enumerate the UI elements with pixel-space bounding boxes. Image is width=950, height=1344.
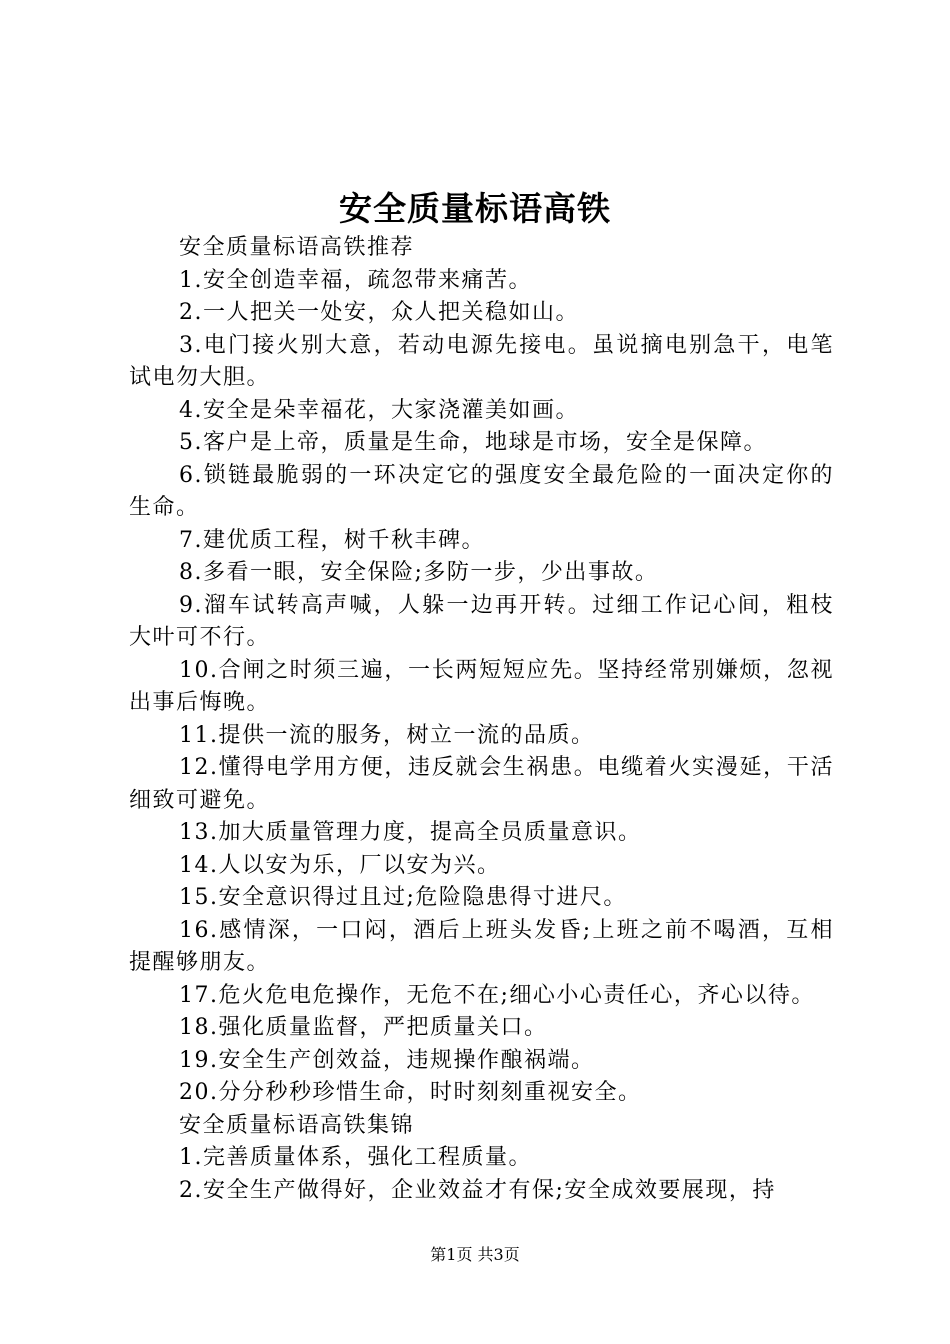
paragraph: 2.安全生产做得好，企业效益才有保;安全成效要展现，持 — [179, 1177, 776, 1203]
paragraph: 17.危火危电危操作，无危不在;细心小心责任心，齐心以待。 — [179, 982, 815, 1008]
paragraph: 1.完善质量体系，强化工程质量。 — [179, 1145, 532, 1170]
paragraph: 9.溜车试转高声喊，人躲一边再开转。过细工作记心间，粗枝大叶可不行。 — [129, 592, 834, 650]
document-title: 安全质量标语高铁 — [339, 189, 611, 228]
paragraph: 3.电门接火别大意，若动电源先接电。虽说摘电别急干，电笔试电勿大胆。 — [129, 332, 834, 390]
paragraph: 6.锁链最脆弱的一环决定它的强度安全最危险的一面决定你的生命。 — [129, 462, 834, 520]
paragraph: 7.建优质工程，树千秋丰碑。 — [179, 527, 485, 553]
paragraph: 5.客户是上帝，质量是生命，地球是市场，安全是保障。 — [179, 430, 767, 455]
paragraph: 15.安全意识得过且过;危险隐患得寸进尺。 — [179, 885, 627, 910]
paragraph: 11.提供一流的服务，树立一流的品质。 — [179, 722, 595, 748]
paragraph: 18.强化质量监督，严把质量关口。 — [179, 1015, 548, 1040]
paragraph: 安全质量标语高铁集锦 — [179, 1112, 415, 1138]
paragraph: 10.合闸之时须三遍，一长两短短应先。坚持经常别嫌烦，忽视出事后悔晚。 — [129, 657, 834, 715]
paragraph: 13.加大质量管理力度，提高全员质量意识。 — [179, 820, 642, 845]
paragraph: 安全质量标语高铁推荐 — [179, 235, 415, 260]
paragraph: 8.多看一眼，安全保险;多防一步，少出事故。 — [179, 560, 659, 585]
paragraph: 4.安全是朵幸福花，大家浇灌美如画。 — [179, 397, 579, 423]
paragraph: 14.人以安为乐，厂以安为兴。 — [179, 852, 501, 878]
paragraph: 1.安全创造幸福，疏忽带来痛苦。 — [179, 267, 532, 293]
paragraph: 2.一人把关一处安，众人把关稳如山。 — [179, 300, 579, 325]
page-number-footer: 第1页 共3页 — [430, 1245, 520, 1264]
document-body — [129, 232, 834, 1207]
paragraph: 16.感情深，一口闷，酒后上班头发昏;上班之前不喝酒，互相提醒够朋友。 — [129, 917, 834, 975]
paragraph: 19.安全生产创效益，违规操作酿祸端。 — [179, 1047, 595, 1073]
paragraph: 20.分分秒秒珍惜生命，时时刻刻重视安全。 — [179, 1080, 642, 1105]
paragraph: 12.懂得电学用方便，违反就会生祸患。电缆着火实漫延，干活细致可避免。 — [129, 755, 834, 813]
